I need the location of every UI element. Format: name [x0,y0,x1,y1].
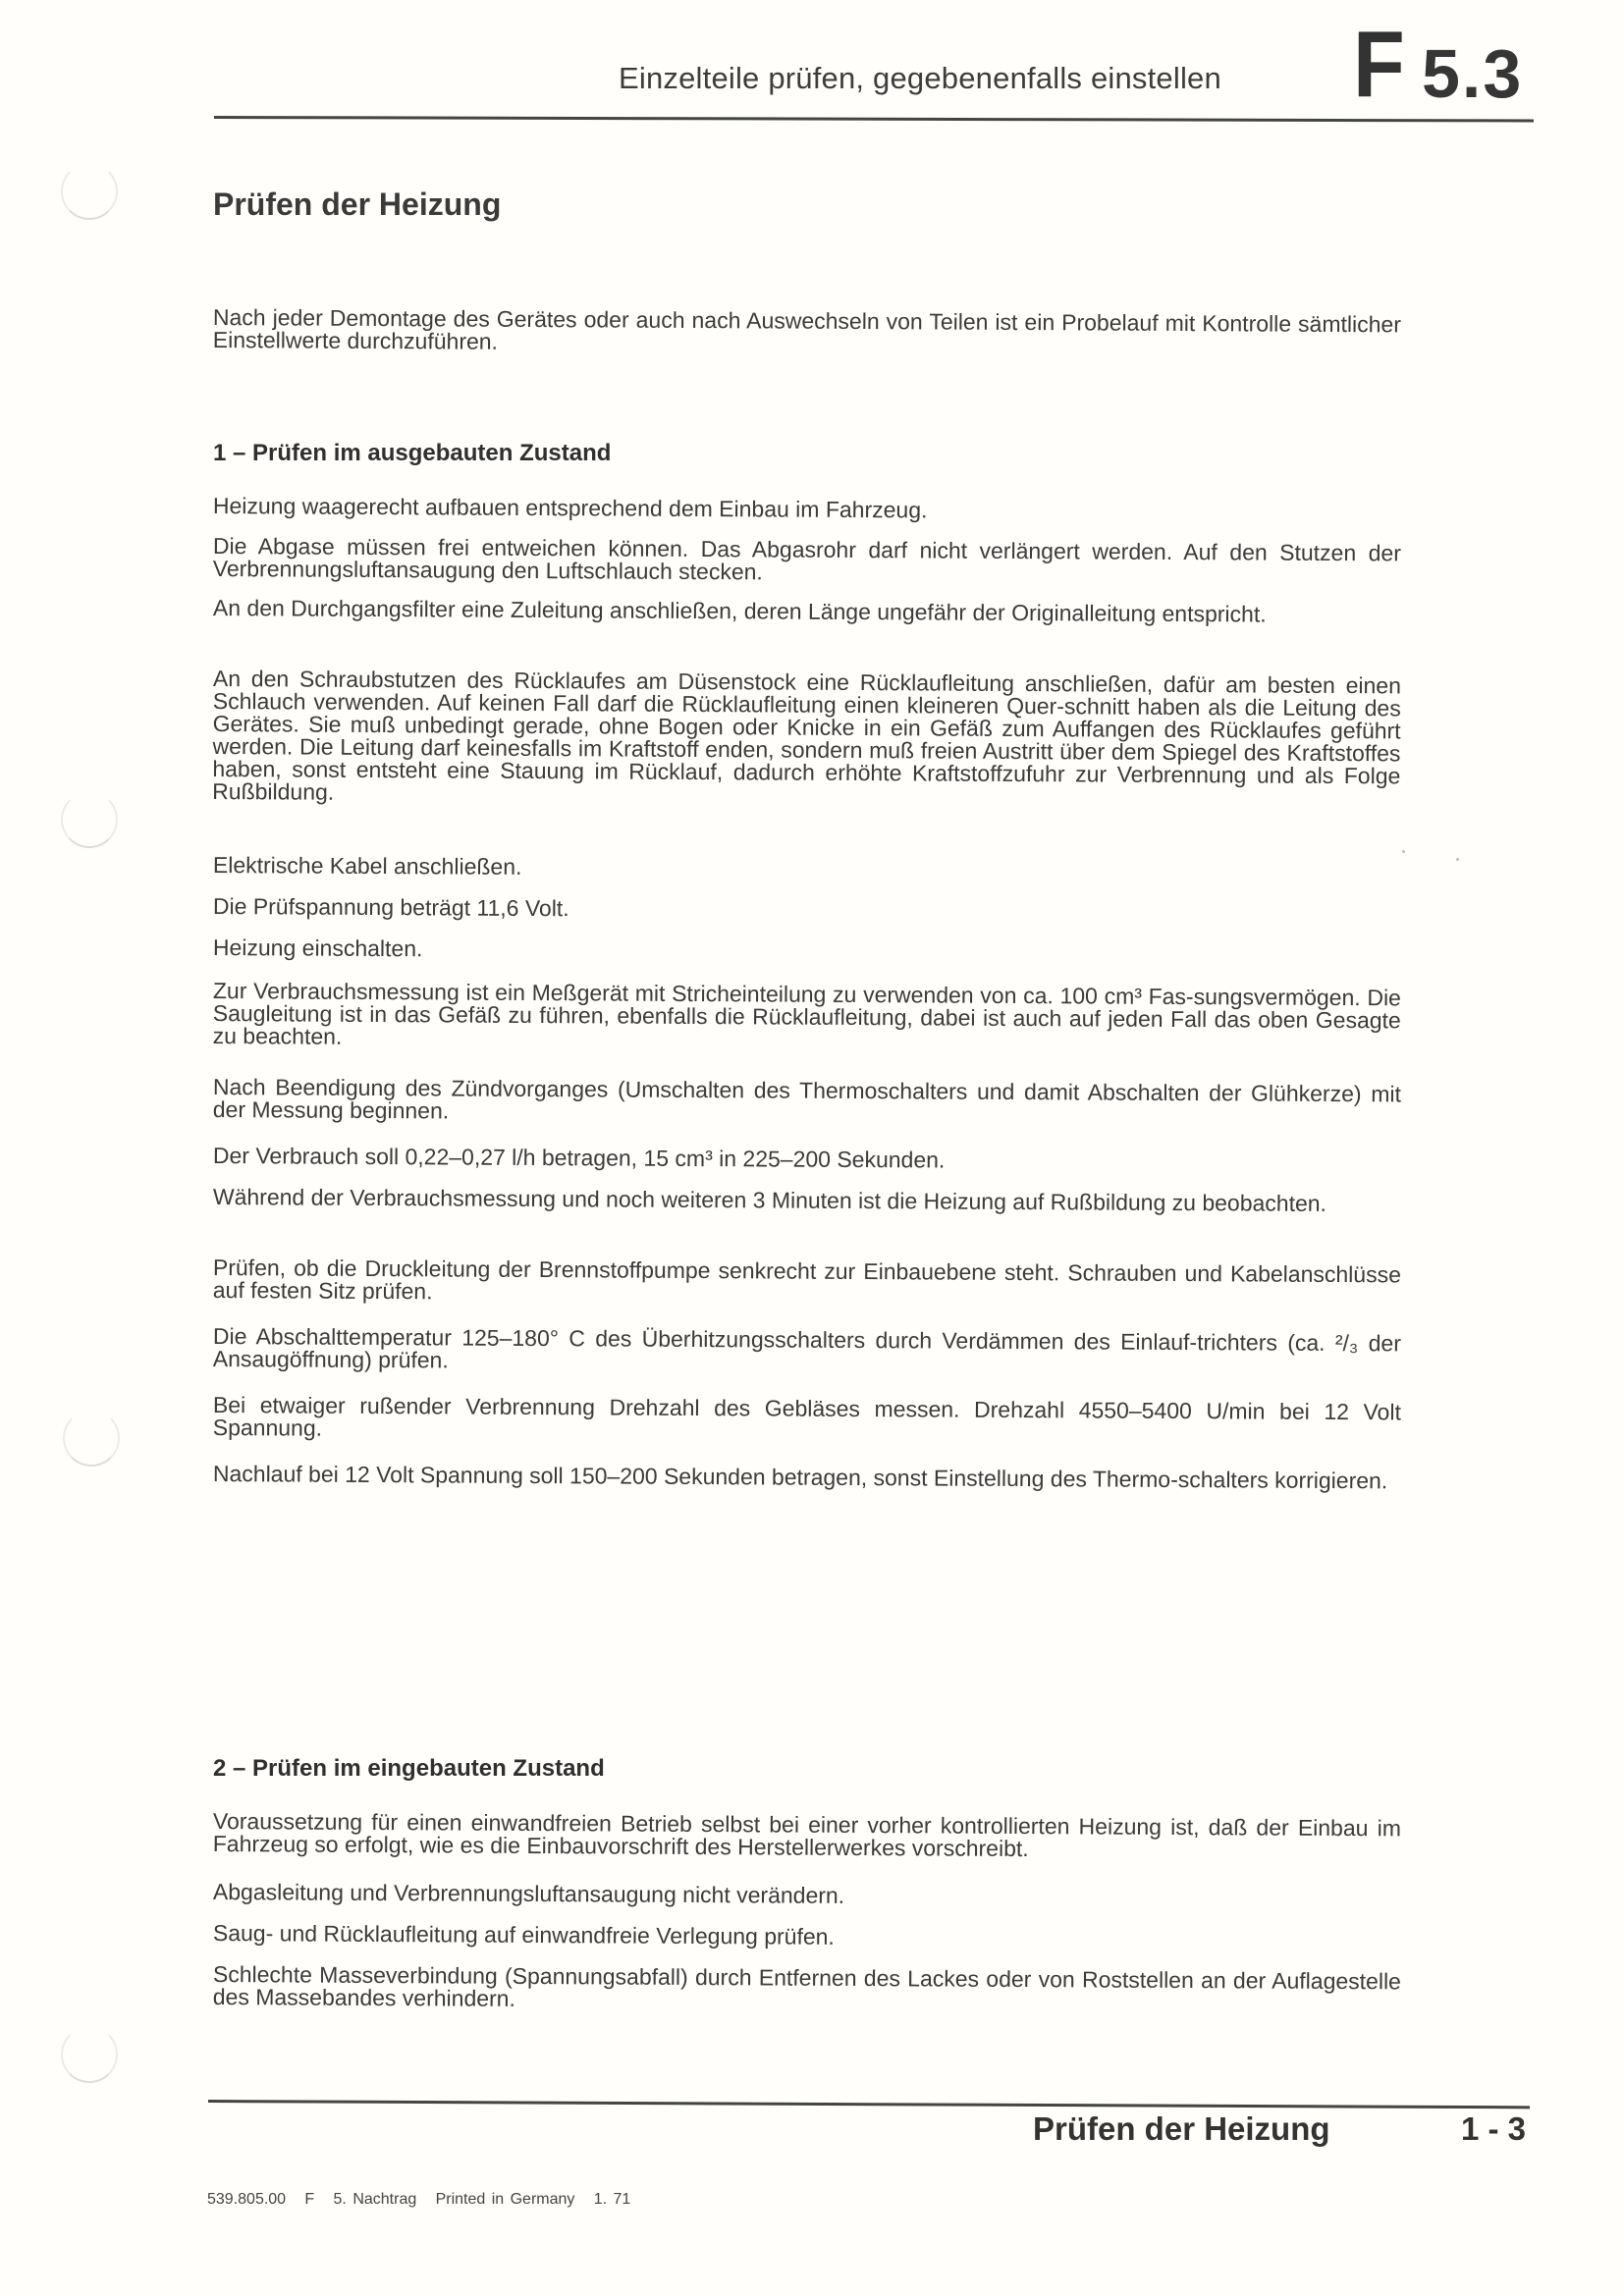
paragraph-text: Während der Verbrauchsmessung und noch weiteren 3 Minuten ist die Heizung auf Rußbildung zu beobachten. [212,1184,1327,1216]
paragraph-text: Abgasleitung und Verbrennungsluftansaugung nicht verändern. [212,1879,845,1908]
paragraph-text: An den Schraubstutzen des Rücklaufes am Düsenstock eine Rücklaufleitung anschließen, dafür am besten einen Schlauch verwenden. Auf keinen Fall darf die Rücklaufleitung einen kleineren Quer-schnitt haben als die Leitung des Gerätes. Sie muß unbedingt gerade, ohne Bogen oder Knicke in ein Gefäß zum Auffangen des Rücklaufes geführt werden. Die Leitung darf keinesfalls im Kraftstoff enden, sondern muß freien Austritt über dem Spiegel des Kraftstoffes haben, sonst entsteht eine Stauung im Rücklauf, dadurch erhöhte Kraftstoffzufuhr zur Verbrennung und als Folge Rußbildung. [212,666,1401,805]
paragraph-text: Die Abgase müssen frei entweichen können. Das Abgasrohr darf nicht verlängert werden. Auf den Stutzen der Verbrennungsluftansaugung den Luftschlauch stecken. [212,533,1401,585]
paragraph [212,1879,1401,1908]
paragraph [212,1143,1401,1173]
binder-hole-icon [63,1410,120,1467]
paragraph [212,533,1401,585]
paragraph-text: Saug- und Rücklaufleitung auf einwandfreie Verlegung prüfen. [212,1920,835,1949]
paragraph-text: Die Abschalttemperatur 125–180° C des Überhitzungsschalters durch Verdämmen des Einlauf-trichters (ca. ²/₃ der Ansaugöffnung) prüfen. [212,1323,1401,1373]
paragraph [212,1323,1401,1373]
paragraph-text: Der Verbrauch soll 0,22–0,27 l/h betragen, 15 cm³ in 225–200 Sekunden. [212,1143,946,1173]
section-heading: 1 – Prüfen im ausgebauten Zustand [213,440,612,466]
paragraph [212,852,1401,880]
intro-paragraph: Nach jeder Demontage des Gerätes oder auch nach Auswechseln von Teilen ist ein Probelauf mit Kontrolle sämtlicher Einstellwerte durchzuführen. [212,304,1401,354]
paragraph-text: Zur Verbrauchsmessung ist ein Meßgerät mit Stricheinteilung zu verwenden von ca. 100 cm³ Fas-sungsvermögen. Die Saugleitung ist in das Gefäß zu führen, ebenfalls die Rücklaufleitung, dabei ist auch auf jeden Fall das oben Gesagte zu beachten. [212,978,1401,1049]
page-number: 1 - 3 [1461,2110,1527,2147]
paragraph [212,493,1401,523]
footer-title: Prüfen der Heizung [1033,2110,1330,2147]
paragraph [213,667,1401,803]
paragraph-text: Heizung waagerecht aufbauen entsprechend dem Einbau im Fahrzeug. [212,493,928,523]
paragraph-text: Bei etwaiger rußender Verbrennung Drehzahl des Gebläses messen. Drehzahl 4550–5400 U/min bei 12 Volt Spannung. [212,1392,1401,1441]
paragraph [212,1961,1401,2011]
paragraph [212,934,1401,962]
section-1 [213,440,1401,467]
paragraph [212,1920,1401,1949]
paragraph-text: Heizung einschalten. [212,934,423,962]
section-2 [213,1755,1401,1783]
section-number: 5.3 [1422,35,1524,112]
paragraph-text: Prüfen, ob die Druckleitung der Brennstoffpumpe senkrecht zur Einbauebene steht. Schrauben und Kabelanschlüsse auf festen Sitz prüfen. [212,1255,1401,1305]
scan-speck [1456,858,1459,861]
binder-hole-icon [61,2026,118,2083]
paragraph-text: Nachlauf bei 12 Volt Spannung soll 150–200 Sekunden betragen, sonst Einstellung des Thermo-schalters korrigieren. [212,1461,1388,1494]
paragraph [212,893,1401,922]
header-divider [214,116,1534,123]
page-title: Prüfen der Heizung [213,187,502,222]
imprint: 539.805.00 F 5. Nachtrag Printed in Germany 1. 71 [207,2191,631,2208]
section-heading: 2 – Prüfen im eingebauten Zustand [213,1755,605,1782]
footer-divider [208,2100,1530,2109]
paragraph-text: Voraussetzung für einen einwandfreien Betrieb selbst bei einer vorher kontrollierten Heizung ist, daß der Einbau im Fahrzeug so erfolgt, wie es die Einbauvorschrift des Herstellerwerkes vorschreibt. [212,1808,1401,1862]
paragraph [212,1184,1401,1216]
paragraph-text: Schlechte Masseverbindung (Spannungsabfall) durch Entfernen des Lackes oder von Roststellen an der Auflagestelle des Massebandes verhindern. [212,1961,1401,2011]
paragraph-text: Die Prüfspannung beträgt 11,6 Volt. [212,893,569,922]
intro-block [212,304,1401,354]
paragraph [212,1255,1401,1305]
paragraph [213,980,1401,1047]
scan-speck [1402,850,1405,853]
binder-hole-icon [61,163,118,220]
paragraph [213,1394,1401,1439]
paragraph-text: Elektrische Kabel anschließen. [212,852,522,880]
paragraph [212,595,1401,627]
paragraph-text: An den Durchgangsfilter eine Zuleitung anschließen, deren Länge ungefähr der Originalleitung entspricht. [212,595,1267,627]
section-letter: F [1353,12,1405,117]
binder-hole-icon [61,791,118,848]
paragraph [212,1461,1401,1494]
header-title: Einzelteile prüfen, gegebenenfalls einstellen [619,61,1221,95]
paragraph [212,1074,1401,1124]
paragraph [212,1808,1401,1862]
paragraph-text: Nach Beendigung des Zündvorganges (Umschalten des Thermoschalters und damit Abschalten der Glühkerze) mit der Messung beginnen. [212,1074,1401,1124]
